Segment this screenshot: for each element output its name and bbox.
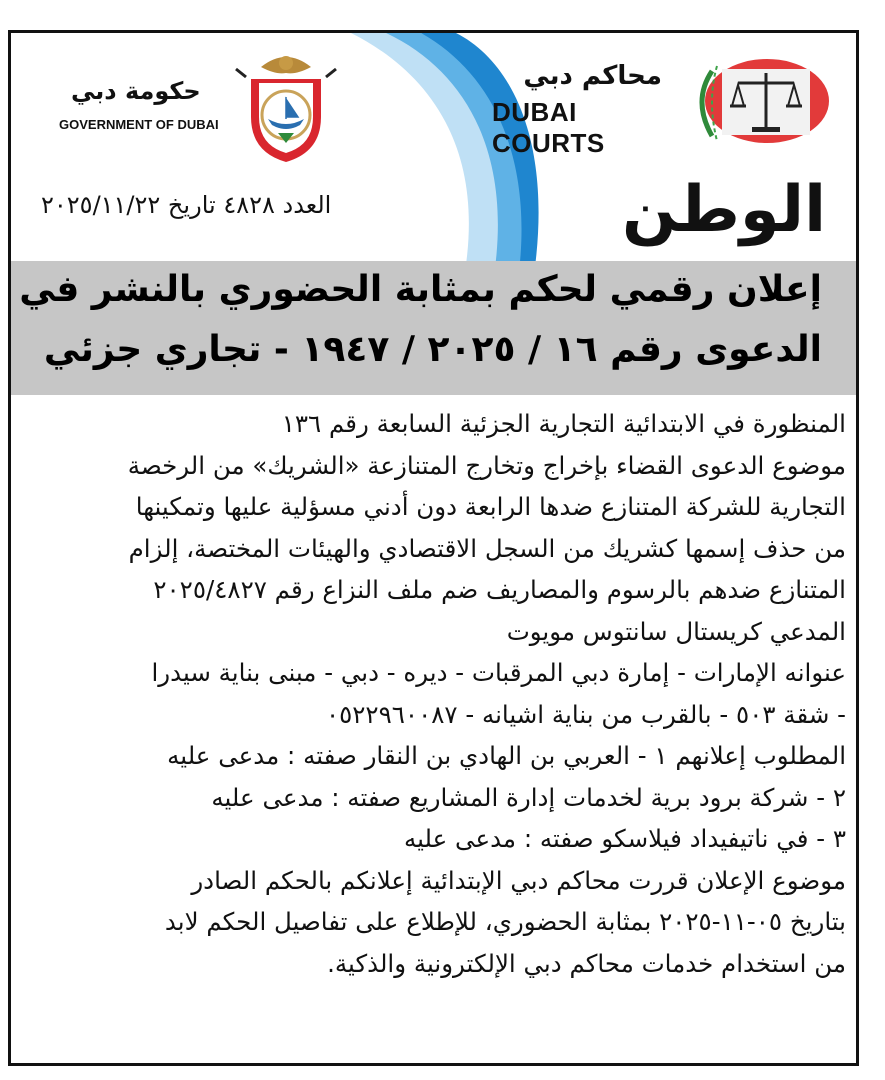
body-line: من استخدام خدمات محاكم دبي الإلكترونية والذكية. [327,948,846,978]
government-of-dubai-logo [31,47,351,167]
body-line: التجارية للشركة المتنازع ضدها الرابعة دون أدني مسؤلية عليها وتمكينها [135,492,846,521]
issue-info: العدد ٤٨٢٨ تاريخ ٢٠٢٥/١١/٢٢ [41,191,332,219]
body-line: المتنازع ضدهم بالرسوم والمصاريف ضم ملف النزاع رقم ٢٠٢٥/٤٨٢٧ [153,575,846,604]
newspaper-title: الوطن [622,173,826,247]
scales-icon [672,51,832,151]
headline-line-2: الدعوى رقم ١٦ / ٢٠٢٥ / ١٩٤٧ - تجاري جزئي [43,329,822,370]
body-line: المدعي كريستال سانتوس مويوت [506,616,846,646]
notice-headline [11,261,856,395]
body-line: ٣ - في ناتيفيداد فيلاسكو صفته : مدعى عليه [403,824,846,853]
body-line: - شقة ٥٠٣ - بالقرب من بناية اشيانه - ٠٥٢٢٩٦٠٠٨٧ [325,699,846,729]
body-line: المطلوب إعلانهم ١ - العربي بن الهادي بن النقار صفته : مدعى عليه [167,741,846,770]
body-line: المنظورة في الابتدائية التجارية الجزئية السابعة رقم ١٣٦ [281,409,846,438]
courts-name-ar: محاكم دبي [523,61,662,91]
body-line: بتاريخ ٠٥-١١-٢٠٢٥ بمثابة الحضوري، للإطلاع على تفاصيل الحكم لابد [164,907,846,936]
notice-frame [8,30,859,1066]
body-line: موضوع الدعوى القضاء بإخراج وتخارج المتنازعة «الشريك» من الرخصة [127,450,846,480]
body-line: موضوع الإعلان قررت محاكم دبي الإبتدائية إعلانكم بالحكم الصادر [191,865,846,895]
body-line: ٢ - شركة برود برية لخدمات إدارة المشاريع صفته : مدعى عليه [211,782,846,812]
dubai-emblem-icon [226,47,346,167]
body-line: عنوانه الإمارات - إمارة دبي المرقبات - ديره - دبي - مبنى بناية سيدرا [151,658,846,687]
headline-line-1: إعلان رقمي لحكم بمثابة الحضوري بالنشر في [19,269,822,310]
gov-name-ar: حكومة دبي [71,77,201,105]
courts-name-en: DUBAI COURTS [492,97,605,158]
dubai-courts-logo [492,51,832,158]
body-line: من حذف إسمها كشريك من السجل الاقتصادي والهيئات المختصة، إلزام [128,533,846,563]
notice-body [21,403,846,984]
gov-name-en: GOVERNMENT OF DUBAI [59,117,219,132]
